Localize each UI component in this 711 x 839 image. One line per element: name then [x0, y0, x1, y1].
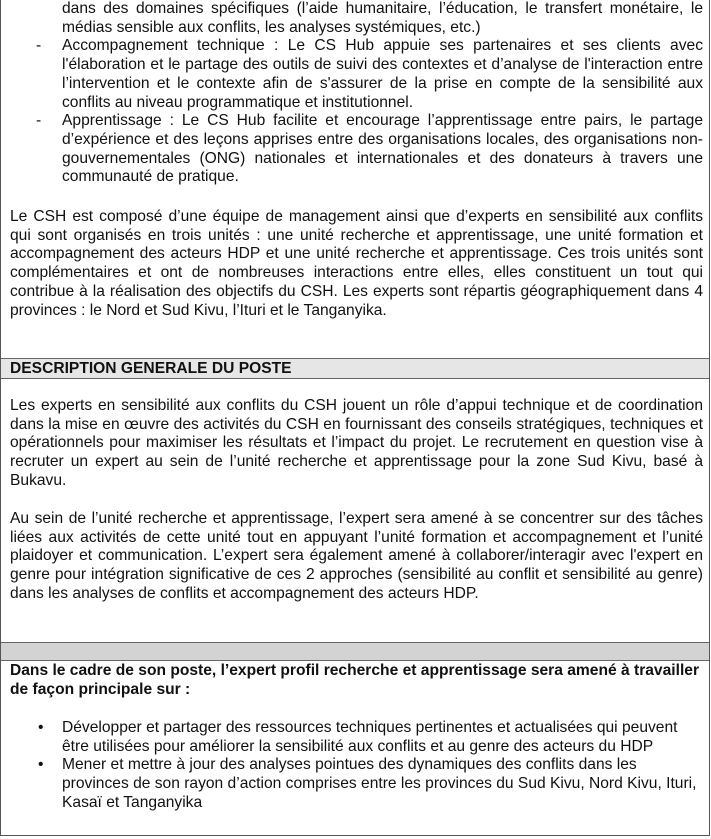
- bullet-dot: •: [38, 756, 44, 774]
- section-heading: DESCRIPTION GENERALE DU POSTE: [10, 360, 292, 377]
- description-paragraph-1: Les experts en sensibilité aux conflits du CSH jouent un rôle d’appui technique et de coordination dans la mise en œuvre des activités du CSH en fournissant des conseils stratégiques, techniques et opérationnels pour maximiser les résultats et l’impact du projet. Le recrutement en question vise à recruter un expert au sein de l’unité recherche et apprentissage pour la zone Sud Kivu, basé à Bukavu.: [10, 397, 703, 489]
- dash-bullet: -: [36, 112, 42, 130]
- description-paragraph-2: Au sein de l’unité recherche et apprentissage, l’expert sera amené à se concentrer sur des tâches liées aux activités de cette unité tout en appuyant l’unité formation et accompagnement et l’unité plaidoyer et communication. L’expert sera également amené à collaborer/interagir avec l'expert en genre pour intégration significative de ces 2 approches (sensibilité au conflit et sensibilité au genre) dans les analyses de conflits et accompagnement des acteurs HDP.: [10, 510, 703, 602]
- list-item-text: Apprentissage : Le CS Hub facilite et encourage l’apprentissage entre pairs, le partage d’expérience et des leçons apprises entre des organisations locales, des organisations non-gouvernementales (ONG) nationales et internationales et des donateurs à travers une communauté de pratique.: [62, 112, 703, 186]
- empty-header-bar: [1, 642, 709, 661]
- list-item: [10, 719, 703, 756]
- list-item-text: Accompagnement technique : Le CS Hub appuie ses partenaires et ses clients avec l'élaboration et le partage des outils de suivi des contextes et d’analyse de l'interaction entre l’intervention et le contexte afin de s'assurer de la prise en compte de la sensibilité aux conflits au niveau programmatique et institutionnel.: [62, 37, 703, 111]
- section-header-bar: [1, 358, 709, 379]
- list-item-text: Développer et partager des ressources techniques pertinentes et actualisées qui peuvent être utilisées pour améliorer la sensibilité aux conflits et au genre des acteurs du HDP: [62, 719, 678, 755]
- list-continuation: dans des domaines spécifiques (l’aide humanitaire, l’éducation, le transfert monétaire, le médias sensible aux conflits, les analyses systémiques, etc.): [62, 0, 703, 36]
- responsibilities-intro: Dans le cadre de son poste, l’expert profil recherche et apprentissage sera amené à travailler de façon principale sur :: [10, 662, 700, 698]
- responsibilities-list: [10, 719, 703, 813]
- list-item: [10, 112, 703, 187]
- list-item: [10, 756, 703, 812]
- responsibilities-section: [10, 719, 703, 813]
- services-list: [10, 37, 703, 187]
- section-cs-hub-services: [10, 0, 703, 187]
- csh-composition-paragraph: Le CSH est composé d’une équipe de management ainsi que d’experts en sensibilité aux conflits qui sont organisés en trois unités : une unité recherche et apprentissage, une unité formation et accompagnement des acteurs HDP et une unité recherche et apprentissage. Ces trois unités sont complémentaires et ont de nombreuses interactions entre elles, elles constituent un tout qui contribue à la réalisation des objectifs du CSH. Les experts sont répartis géographiquement dans 4 provinces : le Nord et Sud Kivu, l’Ituri et le Tanganyika.: [10, 208, 703, 319]
- list-item-text: Mener et mettre à jour des analyses pointues des dynamiques des conflits dans les provinces de son rayon d’action comprises entre les provinces du Sud Kivu, Nord Kivu, Ituri, Kasaï et Tanganyika: [62, 756, 697, 811]
- list-item: [10, 37, 703, 112]
- bullet-dot: •: [38, 719, 44, 736]
- dash-bullet: -: [36, 37, 42, 55]
